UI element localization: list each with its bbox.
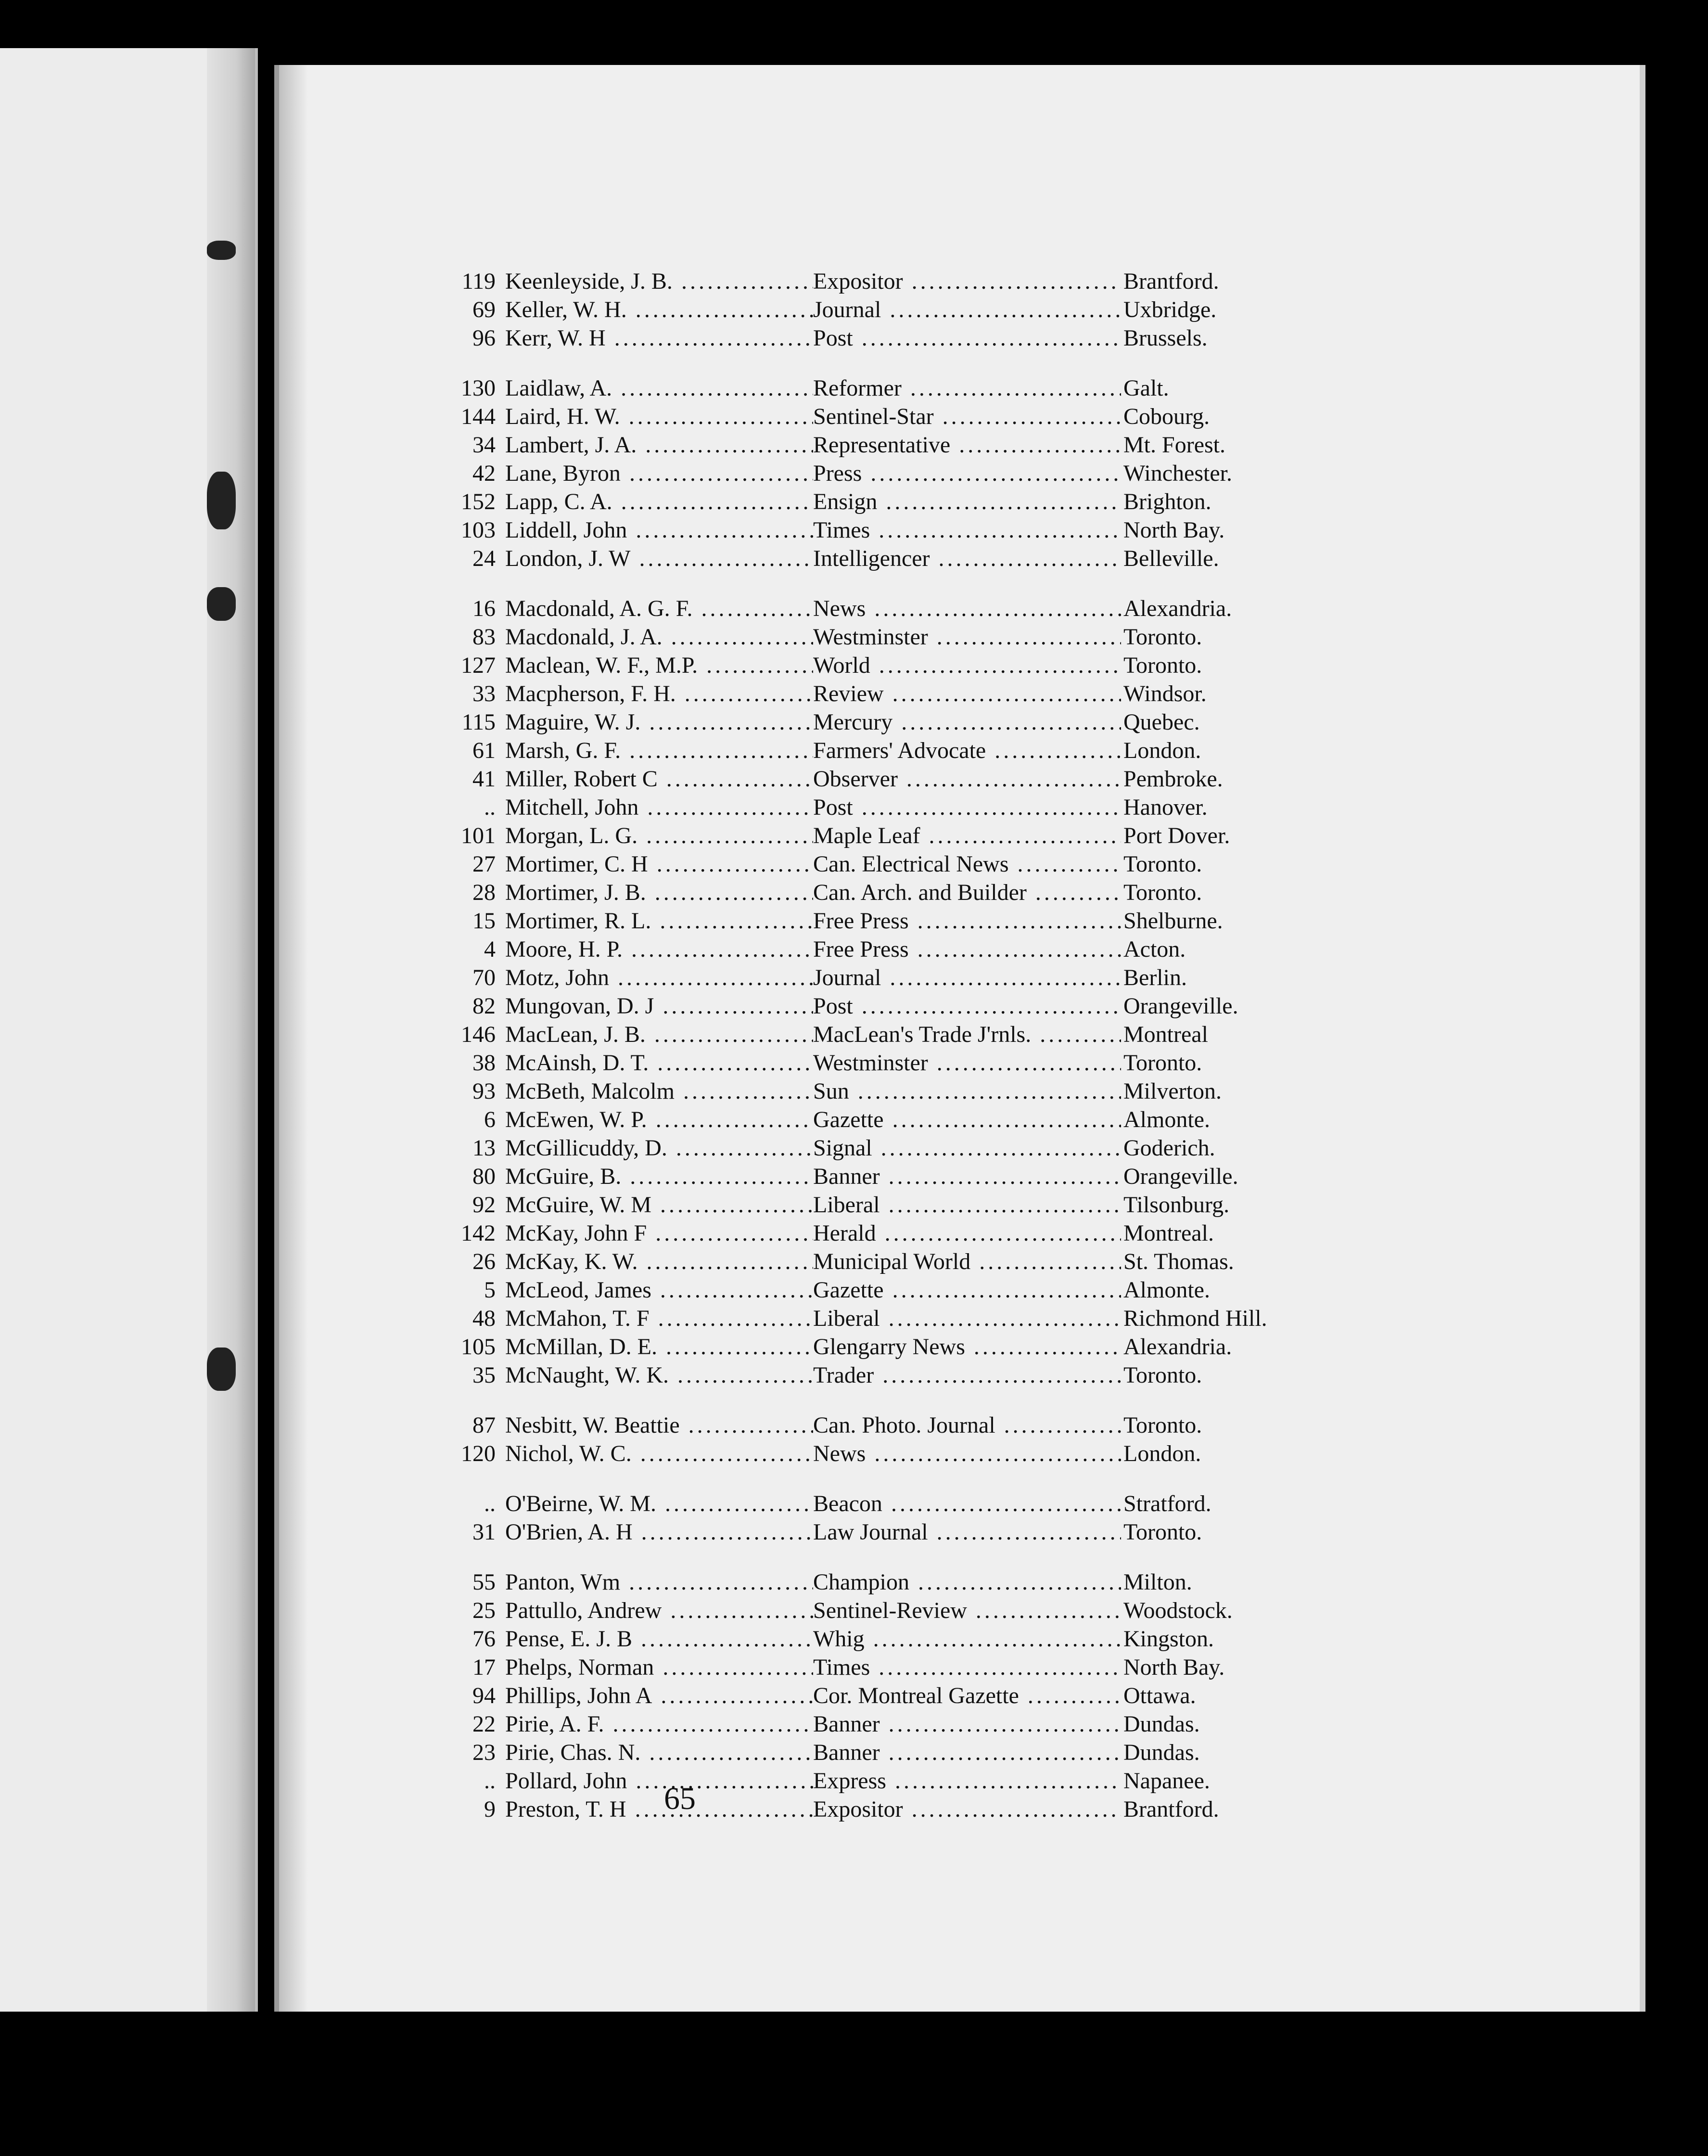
entry-number: .. [484, 795, 496, 820]
entry-number: 152 [461, 489, 496, 514]
entry-number: 103 [461, 517, 496, 543]
directory-entry [472, 324, 1371, 352]
entry-paper: Maple Leaf ..... [813, 821, 1121, 850]
directory-entry [472, 1568, 1371, 1596]
entry-number: 115 [461, 709, 496, 735]
entry-town: Hanover. [1123, 795, 1208, 820]
directory-entry [472, 1304, 1371, 1333]
entry-town: Mt. Forest. [1123, 432, 1226, 458]
directory-entry [461, 821, 1371, 850]
entry-paper: News ..... [813, 594, 1121, 623]
directory-entry [472, 1518, 1371, 1546]
entry-paper: Post ..... [813, 992, 1121, 1020]
entry-name: Laidlaw, A. ..... [505, 374, 813, 402]
entry-paper: Banner ..... [813, 1738, 1121, 1767]
directory-entry [472, 1134, 1371, 1162]
entry-town: Brighton. [1123, 489, 1211, 514]
entry-town: Toronto. [1123, 880, 1202, 905]
directory-entry [472, 878, 1371, 907]
entry-number: 25 [472, 1598, 496, 1623]
binding-mark [207, 1348, 236, 1391]
directory-entry [472, 992, 1371, 1020]
entry-town: Belleville. [1123, 546, 1219, 571]
directory-entry [481, 1489, 1371, 1518]
entry-name: Keller, W. H. ..... [505, 295, 813, 324]
entry-paper: Glengarry News ..... [813, 1333, 1121, 1361]
entry-name: Panton, Wm ..... [505, 1568, 813, 1596]
left-page-edge [0, 48, 258, 2012]
entry-name: McMahon, T. F ..... [505, 1304, 813, 1333]
entry-name: McGuire, B. ..... [505, 1162, 813, 1191]
directory-entry [472, 1625, 1371, 1653]
directory-entry [461, 1219, 1371, 1247]
entry-name: Preston, T. H ..... [505, 1795, 813, 1823]
entry-paper: Liberal ..... [813, 1191, 1121, 1219]
entry-paper: Times ..... [813, 1653, 1121, 1681]
entry-paper: Press ..... [813, 459, 1121, 488]
entry-paper: Whig ..... [813, 1625, 1121, 1653]
entry-name: Pirie, Chas. N. ..... [505, 1738, 813, 1767]
entry-paper: Post ..... [813, 324, 1121, 352]
directory-entry [472, 1361, 1371, 1389]
entry-name: McEwen, W. P. ..... [505, 1105, 813, 1134]
entry-number: 83 [472, 624, 496, 650]
directory-entry [472, 765, 1371, 793]
entry-paper: Westminster ..... [813, 1049, 1121, 1077]
entry-name: Keenleyside, J. B. ..... [505, 267, 813, 295]
entry-name: Lambert, J. A. ..... [505, 431, 813, 459]
entry-town: Alexandria. [1123, 596, 1232, 621]
directory-entry [472, 1738, 1371, 1767]
entry-number: 17 [472, 1655, 496, 1680]
entry-name: Liddell, John ..... [505, 516, 813, 544]
entry-number: 120 [461, 1441, 496, 1466]
entry-number: 119 [461, 269, 496, 294]
entry-name: Laird, H. W. ..... [505, 402, 813, 431]
entry-paper: World ..... [813, 651, 1121, 680]
entry-name: McLeod, James ..... [505, 1276, 813, 1304]
entry-number: 55 [472, 1569, 496, 1595]
directory-entry [472, 907, 1371, 935]
entry-town: Winchester. [1123, 461, 1232, 486]
entry-name: Pattullo, Andrew ..... [505, 1596, 813, 1625]
entry-paper: Beacon ..... [813, 1489, 1121, 1518]
entry-paper: MacLean's Trade J'rnls. ..... [813, 1020, 1121, 1049]
entry-number: 48 [472, 1306, 496, 1331]
entry-number: 42 [472, 461, 496, 486]
entry-number: 9 [484, 1797, 496, 1822]
entry-name: Macpherson, F. H. ..... [505, 680, 813, 708]
entry-town: Windsor. [1123, 681, 1207, 706]
entry-town: Quebec. [1123, 709, 1200, 735]
entry-paper: Post ..... [813, 793, 1121, 821]
entry-town: Berlin. [1123, 965, 1187, 990]
entry-paper: Champion ..... [813, 1568, 1121, 1596]
directory-entry [481, 1767, 1371, 1795]
entry-town: Ottawa. [1123, 1683, 1196, 1708]
entry-paper: Representative ..... [813, 431, 1121, 459]
entry-paper: Can. Electrical News ..... [813, 850, 1121, 878]
directory-entry [472, 736, 1371, 765]
entry-number: 41 [472, 766, 496, 792]
directory-entry [472, 850, 1371, 878]
entry-number: .. [484, 1491, 496, 1516]
entry-town: Orangeville. [1123, 1164, 1238, 1189]
entry-paper: Express ..... [813, 1767, 1121, 1795]
directory-entry [461, 374, 1371, 402]
directory-entry [461, 267, 1371, 295]
entry-town: North Bay. [1123, 517, 1225, 543]
entry-paper: Times ..... [813, 516, 1121, 544]
directory-entry [472, 680, 1371, 708]
entry-number: 38 [472, 1050, 496, 1076]
entry-number: 94 [472, 1683, 496, 1708]
entry-number: 82 [472, 993, 496, 1019]
entry-name: Phillips, John A ..... [505, 1681, 813, 1710]
entry-number: 142 [461, 1220, 496, 1246]
directory-entry [472, 1077, 1371, 1105]
entry-name: MacLean, J. B. ..... [505, 1020, 813, 1049]
entry-number: 146 [461, 1022, 496, 1047]
entry-town: Goderich. [1123, 1135, 1215, 1161]
entry-town: Toronto. [1123, 1412, 1202, 1438]
directory-entry [461, 1333, 1371, 1361]
page-gutter-shadow [279, 65, 308, 2012]
entry-name: McKay, K. W. ..... [505, 1247, 813, 1276]
entry-town: Kingston. [1123, 1626, 1214, 1652]
entry-town: Pembroke. [1123, 766, 1223, 792]
entry-number: 27 [472, 851, 496, 877]
directory-entry [461, 1439, 1371, 1468]
entry-number: 34 [472, 432, 496, 458]
entry-name: Mortimer, J. B. ..... [505, 878, 813, 907]
entry-paper: Can. Arch. and Builder ..... [813, 878, 1121, 907]
entry-town: Galt. [1123, 375, 1169, 401]
directory-entry [472, 1710, 1371, 1738]
entry-paper: Journal ..... [813, 295, 1121, 324]
directory-entry [472, 1049, 1371, 1077]
entry-town: Toronto. [1123, 624, 1202, 650]
entry-paper: Trader ..... [813, 1361, 1121, 1389]
directory-list [461, 267, 1371, 1823]
entry-town: Stratford. [1123, 1491, 1211, 1516]
entry-town: Woodstock. [1123, 1598, 1233, 1623]
entry-paper: News ..... [813, 1439, 1121, 1468]
entry-paper: Banner ..... [813, 1162, 1121, 1191]
entry-paper: Cor. Montreal Gazette ..... [813, 1681, 1121, 1710]
entry-town: Tilsonburg. [1123, 1192, 1230, 1218]
entry-paper: Signal ..... [813, 1134, 1121, 1162]
directory-entry [472, 1596, 1371, 1625]
directory-entry [472, 295, 1371, 324]
entry-town: Almonte. [1123, 1277, 1210, 1303]
entry-paper: Expositor ..... [813, 1795, 1121, 1823]
directory-entry [472, 1247, 1371, 1276]
entry-paper: Herald ..... [813, 1219, 1121, 1247]
entry-paper: Expositor ..... [813, 267, 1121, 295]
entry-town: Brantford. [1123, 1797, 1219, 1822]
entry-name: Mitchell, John ..... [505, 793, 813, 821]
entry-name: Pirie, A. F. ..... [505, 1710, 813, 1738]
entry-town: Dundas. [1123, 1740, 1200, 1765]
entry-name: O'Brien, A. H ..... [505, 1518, 813, 1546]
entry-name: Maguire, W. J. ..... [505, 708, 813, 736]
entry-paper: Free Press ..... [813, 935, 1121, 963]
entry-number: 28 [472, 880, 496, 905]
entry-town: Acton. [1123, 937, 1186, 962]
entry-name: McGuire, W. M ..... [505, 1191, 813, 1219]
entry-number: 35 [472, 1362, 496, 1388]
entry-town: Brantford. [1123, 269, 1219, 294]
entry-paper: Journal ..... [813, 963, 1121, 992]
entry-name: Macdonald, A. G. F. ..... [505, 594, 813, 623]
entry-number: 87 [472, 1412, 496, 1438]
page-number: 65 [664, 1781, 696, 1816]
entry-number: 33 [472, 681, 496, 706]
directory-entry [481, 935, 1371, 963]
entry-paper: Farmers' Advocate ..... [813, 736, 1121, 765]
entry-town: St. Thomas. [1123, 1249, 1234, 1274]
entry-name: Nesbitt, W. Beattie ..... [505, 1411, 813, 1439]
entry-name: Macdonald, J. A. ..... [505, 623, 813, 651]
entry-number: 31 [472, 1519, 496, 1545]
entry-name: Lapp, C. A. ..... [505, 488, 813, 516]
entry-paper: Ensign ..... [813, 488, 1121, 516]
entry-number: .. [484, 1768, 496, 1794]
entry-number: 24 [472, 546, 496, 571]
entry-town: Toronto. [1123, 1519, 1202, 1545]
entry-town: Cobourg. [1123, 404, 1210, 429]
entry-number: 5 [484, 1277, 496, 1303]
directory-entry [472, 963, 1371, 992]
entry-number: 69 [472, 297, 496, 322]
entry-number: 16 [472, 596, 496, 621]
entry-paper: Intelligencer ..... [813, 544, 1121, 573]
directory-entry [472, 544, 1371, 573]
entry-town: Toronto. [1123, 1362, 1202, 1388]
entry-name: McGillicuddy, D. ..... [505, 1134, 813, 1162]
entry-number: 144 [461, 404, 496, 429]
directory-entry [481, 793, 1371, 821]
directory-entry [461, 1020, 1371, 1049]
directory-entry [472, 594, 1371, 623]
entry-name: Kerr, W. H ..... [505, 324, 813, 352]
directory-entry [472, 1653, 1371, 1681]
entry-name: Lane, Byron ..... [505, 459, 813, 488]
entry-name: Moore, H. P. ..... [505, 935, 813, 963]
entry-paper: Law Journal ..... [813, 1518, 1121, 1546]
page-fold [207, 48, 255, 2012]
entry-town: Montreal [1123, 1022, 1208, 1047]
entry-town: Milton. [1123, 1569, 1192, 1595]
entry-town: London. [1123, 1441, 1201, 1466]
entry-number: 26 [472, 1249, 496, 1274]
entry-paper: Mercury ..... [813, 708, 1121, 736]
entry-name: Mortimer, R. L. ..... [505, 907, 813, 935]
entry-number: 4 [484, 937, 496, 962]
entry-paper: Sun ..... [813, 1077, 1121, 1105]
entry-town: London. [1123, 738, 1201, 763]
entry-paper: Review ..... [813, 680, 1121, 708]
entry-town: Montreal. [1123, 1220, 1214, 1246]
binding-mark [207, 472, 236, 529]
entry-number: 70 [472, 965, 496, 990]
directory-entry [472, 459, 1371, 488]
entry-town: Port Dover. [1123, 823, 1230, 848]
entry-name: McMillan, D. E. ..... [505, 1333, 813, 1361]
directory-entry [461, 402, 1371, 431]
directory-entry [472, 1162, 1371, 1191]
directory-entry [481, 1105, 1371, 1134]
entry-name: Nichol, W. C. ..... [505, 1439, 813, 1468]
entry-town: Dundas. [1123, 1711, 1200, 1737]
directory-entry [472, 1191, 1371, 1219]
entry-number: 127 [461, 653, 496, 678]
entry-number: 130 [461, 375, 496, 401]
entry-name: McNaught, W. K. ..... [505, 1361, 813, 1389]
entry-number: 61 [472, 738, 496, 763]
entry-town: Alexandria. [1123, 1334, 1232, 1360]
entry-name: Pollard, John ..... [505, 1767, 813, 1795]
entry-paper: Westminster ..... [813, 623, 1121, 651]
entry-paper: Municipal World ..... [813, 1247, 1121, 1276]
entry-paper: Banner ..... [813, 1710, 1121, 1738]
entry-town: Almonte. [1123, 1107, 1210, 1132]
entry-name: O'Beirne, W. M. ..... [505, 1489, 813, 1518]
entry-town: Orangeville. [1123, 993, 1238, 1019]
directory-entry [481, 1795, 1371, 1823]
entry-name: Marsh, G. F. ..... [505, 736, 813, 765]
entry-number: 13 [472, 1135, 496, 1161]
entry-name: Phelps, Norman ..... [505, 1653, 813, 1681]
entry-number: 76 [472, 1626, 496, 1652]
binding-mark [207, 241, 236, 260]
entry-name: Maclean, W. F., M.P. ..... [505, 651, 813, 680]
directory-entry [461, 708, 1371, 736]
entry-paper: Sentinel-Review ..... [813, 1596, 1121, 1625]
entry-name: Mortimer, C. H ..... [505, 850, 813, 878]
entry-name: Motz, John ..... [505, 963, 813, 992]
entry-town: Toronto. [1123, 851, 1202, 877]
entry-number: 6 [484, 1107, 496, 1132]
entry-paper: Gazette ..... [813, 1105, 1121, 1134]
entry-number: 22 [472, 1711, 496, 1737]
directory-entry [461, 516, 1371, 544]
directory-entry [472, 431, 1371, 459]
entry-number: 92 [472, 1192, 496, 1218]
entry-name: Morgan, L. G. ..... [505, 821, 813, 850]
entry-town: Napanee. [1123, 1768, 1210, 1794]
entry-number: 105 [461, 1334, 496, 1360]
entry-number: 15 [472, 908, 496, 934]
entry-town: Shelburne. [1123, 908, 1223, 934]
directory-entry [481, 1276, 1371, 1304]
directory-entry [472, 623, 1371, 651]
entry-name: McAinsh, D. T. ..... [505, 1049, 813, 1077]
entry-number: 96 [472, 325, 496, 351]
entry-town: Brussels. [1123, 325, 1208, 351]
entry-town: Toronto. [1123, 653, 1202, 678]
entry-number: 93 [472, 1078, 496, 1104]
directory-entry [461, 488, 1371, 516]
entry-paper: Observer ..... [813, 765, 1121, 793]
entry-town: Milverton. [1123, 1078, 1222, 1104]
entry-name: Mungovan, D. J ..... [505, 992, 813, 1020]
entry-number: 23 [472, 1740, 496, 1765]
entry-paper: Liberal ..... [813, 1304, 1121, 1333]
entry-number: 101 [461, 823, 496, 848]
directory-entry [472, 1681, 1371, 1710]
entry-town: Toronto. [1123, 1050, 1202, 1076]
directory-entry [472, 1411, 1371, 1439]
entry-name: London, J. W ..... [505, 544, 813, 573]
entry-paper: Can. Photo. Journal ..... [813, 1411, 1121, 1439]
entry-paper: Reformer ..... [813, 374, 1121, 402]
entry-town: North Bay. [1123, 1655, 1225, 1680]
entry-name: McKay, John F ..... [505, 1219, 813, 1247]
entry-town: Uxbridge. [1123, 297, 1217, 322]
binding-mark [207, 587, 236, 621]
entry-paper: Gazette ..... [813, 1276, 1121, 1304]
entry-name: Pense, E. J. B ..... [505, 1625, 813, 1653]
entry-name: McBeth, Malcolm ..... [505, 1077, 813, 1105]
entry-paper: Free Press ..... [813, 907, 1121, 935]
entry-number: 80 [472, 1164, 496, 1189]
entry-paper: Sentinel-Star ..... [813, 402, 1121, 431]
directory-entry [461, 651, 1371, 680]
entry-name: Miller, Robert C ..... [505, 765, 813, 793]
entry-town: Richmond Hill. [1123, 1306, 1267, 1331]
